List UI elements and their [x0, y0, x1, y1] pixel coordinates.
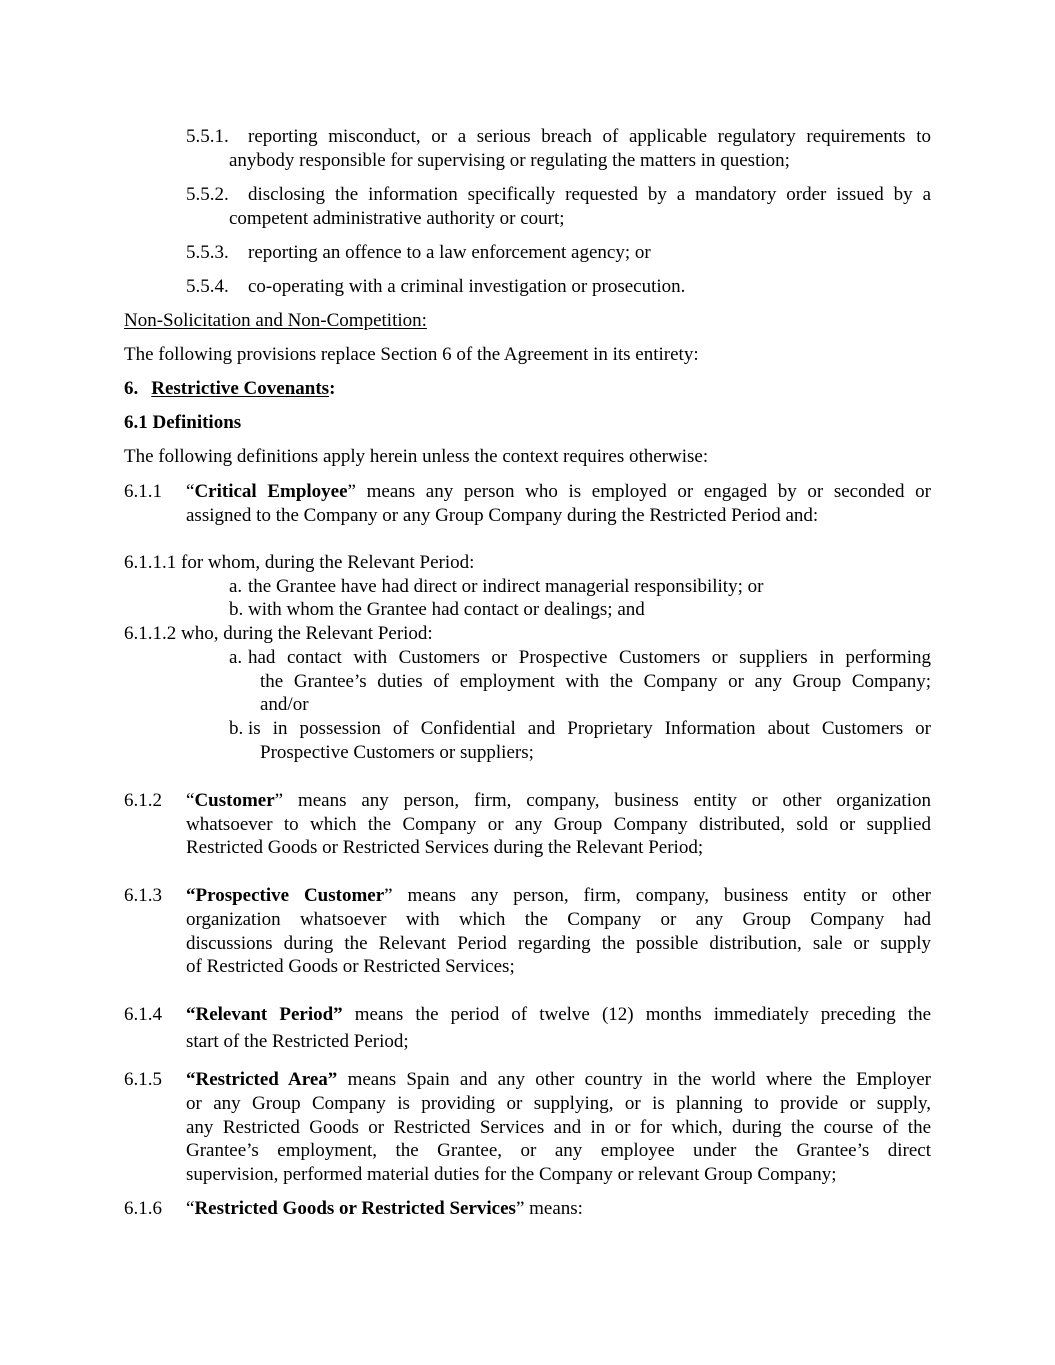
subclause-text: 6.1.1.1 for whom, during the Relevant Period:: [124, 552, 475, 573]
item-text: Prospective Customers or suppliers;: [260, 742, 534, 763]
list-num: 5.5.4.: [186, 276, 229, 297]
item-text: and/or: [260, 694, 309, 715]
clause-text: or any Group Company is providing or supplying, or is planning to provide or supply,: [186, 1093, 931, 1114]
list-text: disclosing the information specifically requested by a mandatory order issued by a: [248, 184, 931, 205]
clause-text: “Restricted Goods or Restricted Services” means:: [186, 1198, 583, 1219]
covenants-colon: :: [329, 378, 336, 399]
list-text: co-operating with a criminal investigation or prosecution.: [248, 276, 686, 297]
clause-number: 6.1.2: [124, 790, 162, 811]
definitions-heading: 6.1 Definitions: [124, 412, 242, 433]
defined-term: Customer: [194, 790, 275, 811]
clause-text: “Critical Employee” means any person who is employed or engaged by or seconded or: [186, 481, 931, 502]
item-text: had contact with Customers or Prospective Customers or suppliers in performing: [248, 647, 931, 668]
section-heading: Non-Solicitation and Non-Competition:: [124, 310, 427, 331]
defined-term: “Restricted Area”: [186, 1069, 338, 1090]
defined-term: “Relevant Period”: [186, 1004, 343, 1025]
list-text: reporting an offence to a law enforcement agency; or: [248, 242, 651, 263]
clause-text: discussions during the Relevant Period regarding the possible distribution, sale or supply: [186, 933, 931, 954]
subclause-text: 6.1.1.2 who, during the Relevant Period:: [124, 623, 433, 644]
covenants-title: Restrictive Covenants: [151, 378, 330, 399]
clause-text: organization whatsoever with which the Company or any Group Company had: [186, 909, 931, 930]
covenants-number: 6.: [124, 378, 139, 399]
clause-number: 6.1.1: [124, 481, 162, 502]
clause-text: supervision, performed material duties for the Company or relevant Group Company;: [186, 1164, 837, 1185]
clause-number: 6.1.5: [124, 1069, 162, 1090]
clause-text: “Restricted Area” means Spain and any other country in the world where the Employer: [186, 1069, 932, 1090]
clause-number: 6.1.6: [124, 1198, 162, 1219]
defined-term: Critical Employee: [194, 481, 348, 502]
item-label: a.: [229, 576, 243, 597]
item-text: with whom the Grantee had contact or dealings; and: [248, 599, 645, 620]
list-text: anybody responsible for supervising or regulating the matters in question;: [229, 150, 790, 171]
section-intro: The following provisions replace Section 6 of the Agreement in its entirety:: [124, 344, 699, 365]
item-text: is in possession of Confidential and Proprietary Information about Customers or: [248, 718, 931, 739]
list-text: reporting misconduct, or a serious breach of applicable regulatory requirements to: [248, 126, 931, 147]
clause-text: start of the Restricted Period;: [186, 1031, 409, 1052]
item-label: b.: [229, 599, 244, 620]
clause-text: “Customer” means any person, firm, company, business entity or other organization: [186, 790, 931, 811]
list-text: competent administrative authority or court;: [229, 208, 565, 229]
clause-number: 6.1.4: [124, 1004, 162, 1025]
item-text: the Grantee’s duties of employment with the Company or any Group Company;: [260, 671, 931, 692]
item-label: a.: [229, 647, 243, 668]
clause-text: Grantee’s employment, the Grantee, or any employee under the Grantee’s direct: [186, 1140, 931, 1161]
clause-text: of Restricted Goods or Restricted Services;: [186, 956, 515, 977]
item-text: the Grantee have had direct or indirect managerial responsibility; or: [248, 576, 764, 597]
covenants-heading: [124, 377, 335, 401]
clause-text: any Restricted Goods or Restricted Services and in or for which, during the course of the: [186, 1117, 931, 1138]
defined-term: “Prospective Customer: [186, 885, 385, 906]
clause-text: whatsoever to which the Company or any Group Company distributed, sold or supplied: [186, 814, 931, 835]
clause-text: “Relevant Period” means the period of twelve (12) months immediately preceding the: [186, 1004, 931, 1025]
list-num: 5.5.3.: [186, 242, 229, 263]
clause-text: assigned to the Company or any Group Company during the Restricted Period and:: [186, 505, 819, 526]
item-label: b.: [229, 718, 244, 739]
clause-text: Restricted Goods or Restricted Services during the Relevant Period;: [186, 837, 704, 858]
list-num: 5.5.2.: [186, 184, 229, 205]
defined-term: Restricted Goods or Restricted Services: [194, 1198, 516, 1219]
clause-text: “Prospective Customer” means any person, firm, company, business entity or other: [186, 885, 932, 906]
list-num: 5.5.1.: [186, 126, 229, 147]
clause-number: 6.1.3: [124, 885, 162, 906]
definitions-intro: The following definitions apply herein unless the context requires otherwise:: [124, 446, 709, 467]
